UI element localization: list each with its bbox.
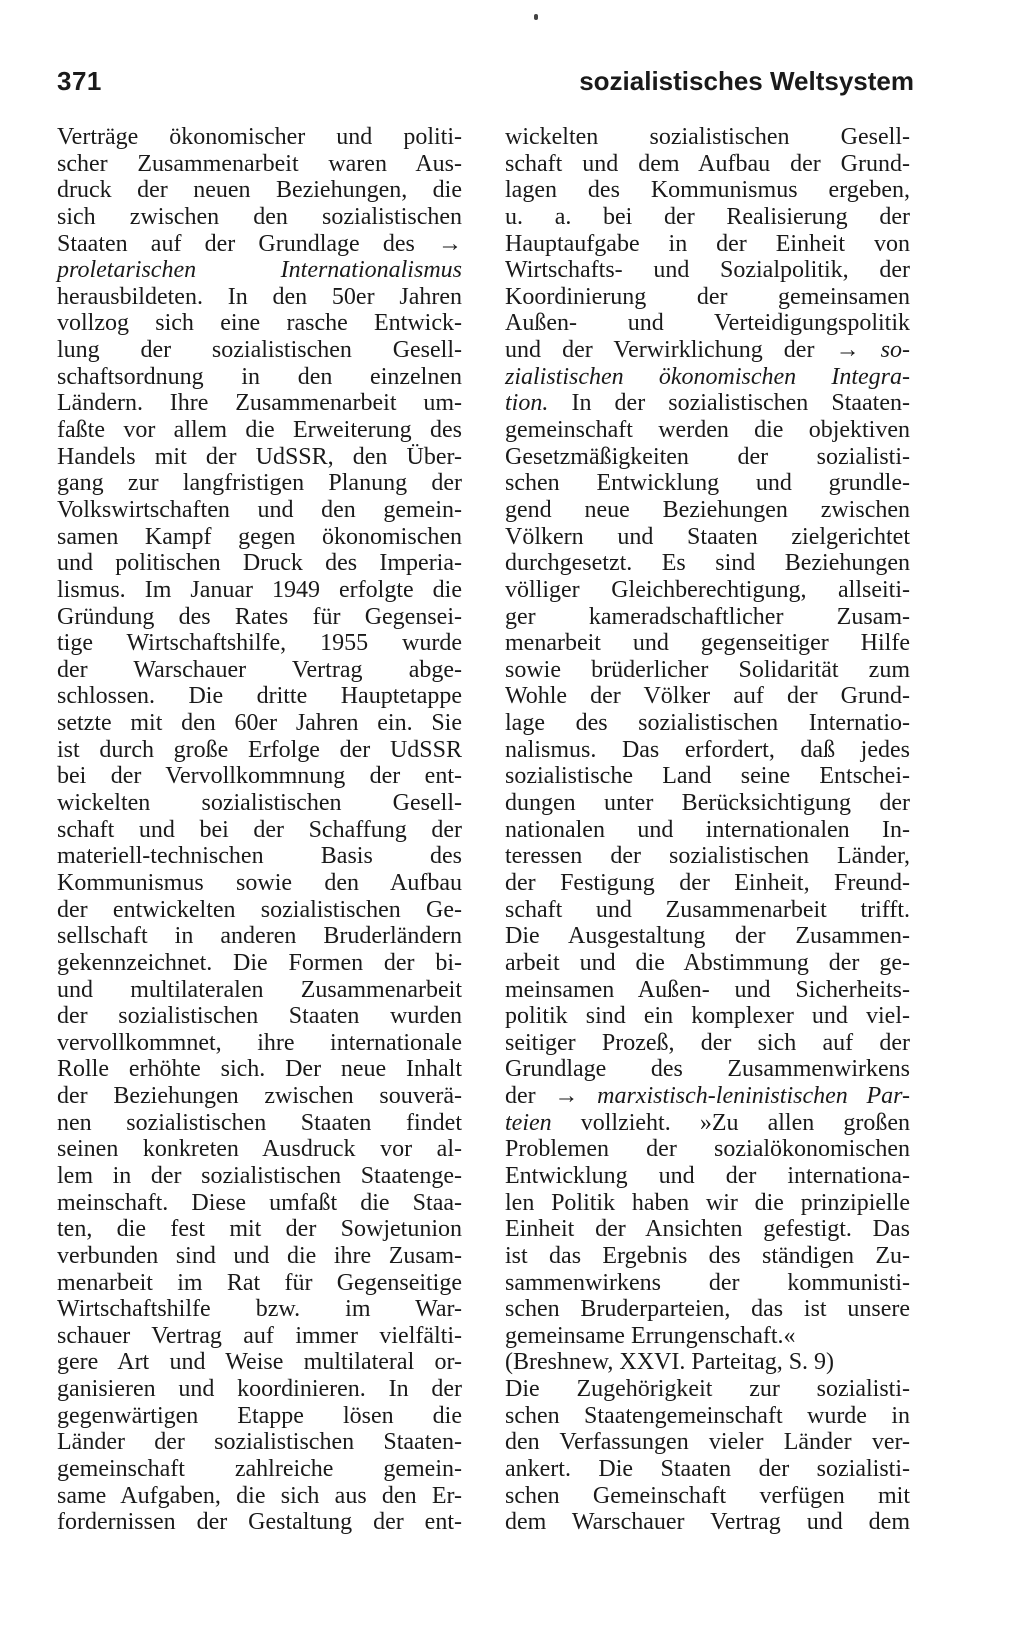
text-line: gang zur langfristigen Planung der	[57, 470, 462, 497]
text-line: sellschaft in anderen Bruderländern	[57, 923, 462, 950]
page-number: 371	[57, 66, 102, 96]
text-line: ganisieren und koordinieren. In der	[57, 1376, 462, 1403]
text-line: wickelten sozialistischen Gesell-	[57, 790, 462, 817]
text-line: seitiger Prozeß, der sich auf der	[505, 1029, 910, 1056]
text-line: Kommunismus sowie den Aufbau	[57, 869, 462, 896]
text-line: teressen der sozialistischen Länder,	[505, 843, 910, 870]
text-line: herausbildeten. In den 50er Jahren	[57, 283, 462, 310]
text-line: lagen des Kommunismus ergeben,	[505, 177, 910, 204]
text-line: der sozialistischen Staaten wurden	[57, 1003, 462, 1030]
left-column	[57, 124, 462, 1536]
text-line: Verträge ökonomischer und politi-	[57, 124, 462, 150]
text-line: und der Verwirklichung der → so-	[505, 337, 910, 364]
text-line: faßte vor allem die Erweiterung des	[57, 417, 462, 444]
text-line: gend neue Beziehungen zwischen	[505, 496, 910, 523]
text-line: u. a. bei der Realisierung der	[505, 203, 910, 230]
text-line: sowie brüderlicher Solidarität zum	[505, 656, 910, 683]
text-line: meinsamen Außen- und Sicherheits-	[505, 976, 910, 1003]
text-line: Problemen der sozialökonomischen	[505, 1136, 910, 1163]
text-line: sozialistische Land seine Entschei-	[505, 763, 910, 790]
text-line: (Breshnew, XXVI. Parteitag, S. 9)	[505, 1349, 835, 1376]
text-line: schlossen. Die dritte Hauptetappe	[57, 683, 462, 710]
text-line: gere Art und Weise multilateral or-	[57, 1349, 462, 1376]
text-line: schen Gemeinschaft verfügen mit	[505, 1482, 910, 1509]
text-line: Hauptaufgabe in der Einheit von	[505, 230, 910, 257]
text-line: der Beziehungen zwischen souverä-	[57, 1083, 462, 1110]
text-line: nationalen und internationalen In-	[505, 816, 910, 843]
text-line: len Politik haben wir die prinzipielle	[505, 1189, 910, 1216]
text-line: schen Bruderparteien, das ist unsere	[505, 1296, 910, 1323]
text-line: Gesetzmäßigkeiten der sozialisti-	[505, 443, 910, 470]
text-line: Die Ausgestaltung der Zusammen-	[505, 923, 910, 950]
text-line: arbeit und die Abstimmung der ge-	[505, 949, 910, 976]
text-line: setzte mit den 60er Jahren ein. Sie	[57, 710, 462, 737]
print-speck	[534, 14, 538, 20]
text-line: der Warschauer Vertrag abge-	[57, 656, 462, 683]
text-line: und multilateralen Zusammenarbeit	[57, 976, 462, 1003]
text-line: gemeinschaft werden die objektiven	[505, 417, 910, 444]
text-line: Grundlage des Zusammenwirkens	[505, 1056, 910, 1083]
text-line: meinschaft. Diese umfaßt die Staa-	[57, 1189, 462, 1216]
text-line: lem in der sozialistischen Staatenge-	[57, 1162, 462, 1189]
text-line: gemeinschaft zahlreiche gemein-	[57, 1456, 462, 1483]
text-line: menarbeit und gegenseitiger Hilfe	[505, 630, 910, 657]
text-line: samen Kampf gegen ökonomischen	[57, 523, 462, 550]
text-line: Gründung des Rates für Gegensei-	[57, 603, 462, 630]
text-line: politik sind ein komplexer und viel-	[505, 1003, 910, 1030]
text-line: teien vollzieht. »Zu allen großen	[505, 1109, 910, 1136]
text-line: schaftsordnung in den einzelnen	[57, 363, 462, 390]
text-line: Die Zugehörigkeit zur sozialisti-	[505, 1376, 910, 1403]
text-line: Völkern und Staaten zielgerichtet	[505, 523, 910, 550]
text-line: tige Wirtschaftshilfe, 1955 wurde	[57, 630, 462, 657]
text-line: ger kameradschaftlicher Zusam-	[505, 603, 910, 630]
text-line: der entwickelten sozialistischen Ge-	[57, 896, 462, 923]
text-line: vollzog sich eine rasche Entwick-	[57, 310, 462, 337]
text-line: gekennzeichnet. Die Formen der bi-	[57, 949, 462, 976]
text-line: schaft und bei der Schaffung der	[57, 816, 462, 843]
text-line: durchgesetzt. Es sind Beziehungen	[505, 550, 910, 577]
running-head: sozialistisches Weltsystem	[579, 66, 914, 96]
text-line: schauer Vertrag auf immer vielfälti-	[57, 1322, 462, 1349]
text-line: schen Entwicklung und grundle-	[505, 470, 910, 497]
text-line: Handels mit der UdSSR, den Über-	[57, 443, 462, 470]
text-line: Ländern. Ihre Zusammenarbeit um-	[57, 390, 462, 417]
text-line: dungen unter Berücksichtigung der	[505, 790, 910, 817]
text-line: seinen konkreten Ausdruck vor al-	[57, 1136, 462, 1163]
text-line: druck der neuen Beziehungen, die	[57, 177, 462, 204]
text-line: Staaten auf der Grundlage des →	[57, 230, 462, 257]
text-line: schaft und dem Aufbau der Grund-	[505, 150, 910, 177]
text-line: Einheit der Ansichten gefestigt. Das	[505, 1216, 910, 1243]
text-line: den Verfassungen vieler Länder ver-	[505, 1429, 910, 1456]
text-line: völliger Gleichberechtigung, allseiti-	[505, 576, 910, 603]
text-line: menarbeit im Rat für Gegenseitige	[57, 1269, 462, 1296]
text-line: lismus. Im Januar 1949 erfolgte die	[57, 576, 462, 603]
text-line: verbunden sind und die ihre Zusam-	[57, 1242, 462, 1269]
text-line: sammenwirkens der kommunisti-	[505, 1269, 910, 1296]
text-line: schen Staatengemeinschaft wurde in	[505, 1402, 910, 1429]
text-line: Wirtschafts- und Sozialpolitik, der	[505, 257, 910, 284]
text-line: lung der sozialistischen Gesell-	[57, 337, 462, 364]
text-line: materiell-technischen Basis des	[57, 843, 462, 870]
text-line: nalismus. Das erfordert, daß jedes	[505, 736, 910, 763]
text-line: der Festigung der Einheit, Freund-	[505, 869, 910, 896]
text-line: Außen- und Verteidigungspolitik	[505, 310, 910, 337]
text-line: Koordinierung der gemeinsamen	[505, 283, 910, 310]
text-line: ist das Ergebnis des ständigen Zu-	[505, 1242, 910, 1269]
text-line: proletarischen Internationalismus	[57, 257, 462, 284]
text-line: lage des sozialistischen Internatio-	[505, 710, 910, 737]
text-line: schaft und Zusammenarbeit trifft.	[505, 896, 910, 923]
right-column	[505, 124, 910, 1536]
text-line: wickelten sozialistischen Gesell-	[505, 124, 910, 150]
text-line: Entwicklung und der internationa-	[505, 1162, 910, 1189]
text-line: der → marxistisch-leninistischen Par-	[505, 1083, 910, 1110]
text-line: Wohle der Völker auf der Grund-	[505, 683, 910, 710]
text-line: fordernissen der Gestaltung der ent-	[57, 1509, 462, 1536]
text-line: ankert. Die Staaten der sozialisti-	[505, 1456, 910, 1483]
text-line: Rolle erhöhte sich. Der neue Inhalt	[57, 1056, 462, 1083]
text-line: gemeinsame Errungenschaft.«	[505, 1322, 796, 1349]
text-line: Länder der sozialistischen Staaten-	[57, 1429, 462, 1456]
text-line: bei der Vervollkommnung der ent-	[57, 763, 462, 790]
text-line: sich zwischen den sozialistischen	[57, 203, 462, 230]
text-line: ist durch große Erfolge der UdSSR	[57, 736, 462, 763]
text-line: vervollkommnet, ihre internationale	[57, 1029, 462, 1056]
text-line: scher Zusammenarbeit waren Aus-	[57, 150, 462, 177]
text-line: Volkswirtschaften und den gemein-	[57, 496, 462, 523]
text-line: zialistischen ökonomischen Integra-	[505, 363, 910, 390]
text-line: Wirtschaftshilfe bzw. im War-	[57, 1296, 462, 1323]
text-line: tion. In der sozialistischen Staaten-	[505, 390, 910, 417]
text-line: nen sozialistischen Staaten findet	[57, 1109, 462, 1136]
text-line: und politischen Druck des Imperia-	[57, 550, 462, 577]
text-line: same Aufgaben, die sich aus den Er-	[57, 1482, 462, 1509]
text-line: dem Warschauer Vertrag und dem	[505, 1509, 910, 1536]
text-line: gegenwärtigen Etappe lösen die	[57, 1402, 462, 1429]
text-line: ten, die fest mit der Sowjetunion	[57, 1216, 462, 1243]
